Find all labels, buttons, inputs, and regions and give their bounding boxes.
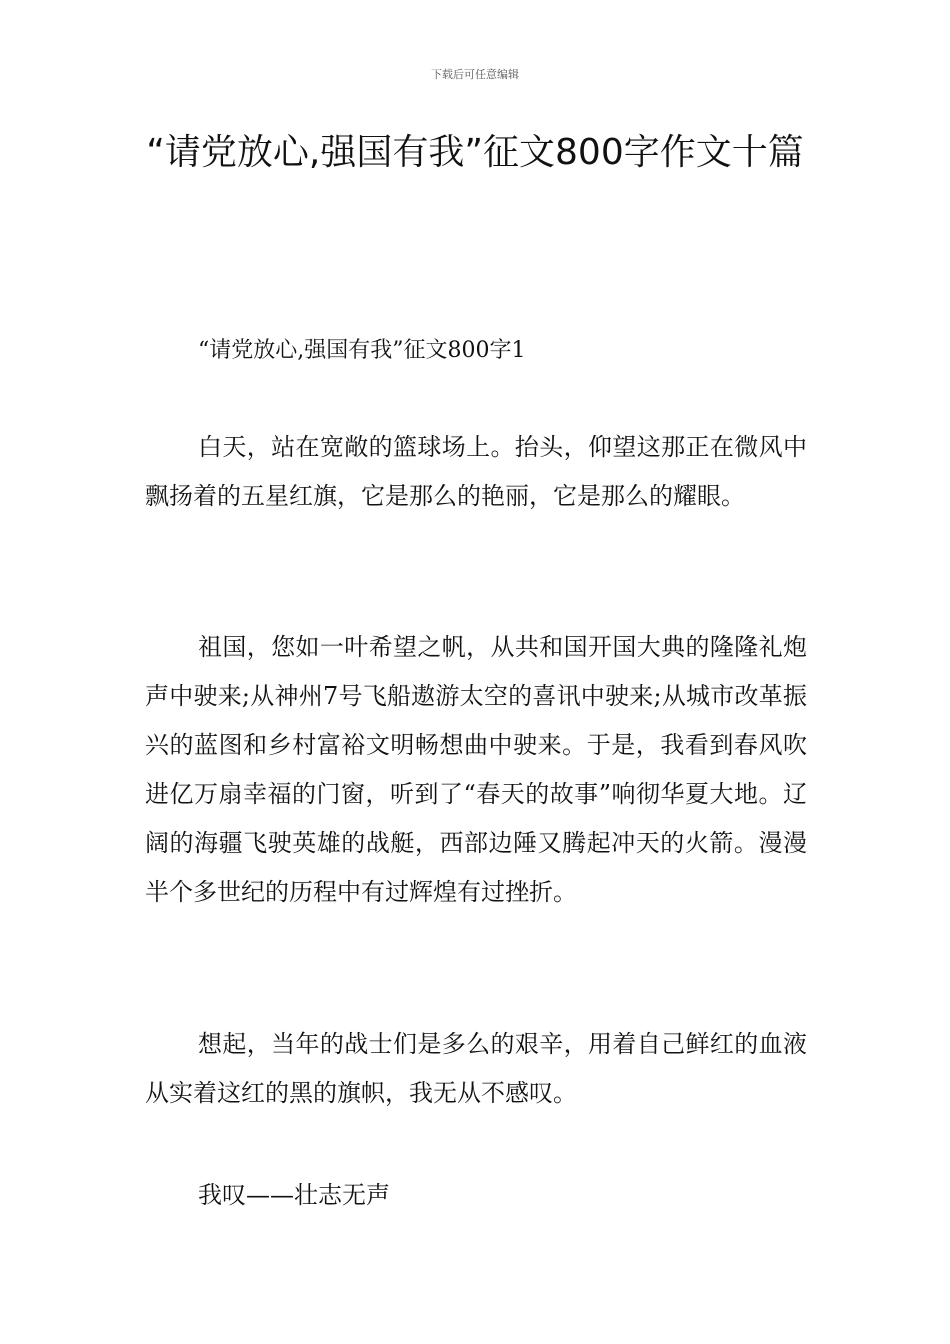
header-note: 下载后可任意编辑: [431, 68, 519, 81]
paragraph-4: 我叹——壮志无声: [198, 1181, 390, 1209]
paragraph-2: 祖国，您如一叶希望之帆，从共和国开国大典的隆隆礼炮声中驶来;从神州7号飞船遨游太空的喜讯中驶来;从城市改革振兴的蓝图和乡村富裕文明畅想曲中驶来。于是，我看到春风吹进亿万扇幸福的门窗，听到了“春天的故事”响彻华夏大地。辽阔的海疆飞驶英雄的战艇，西部边陲又腾起冲天的火箭。漫漫半个多世纪的历程中有过辉煌有过挫折。: [145, 633, 807, 906]
paragraph-1: 白天，站在宽敞的篮球场上。抬头，仰望这那正在微风中飘扬着的五星红旗，它是那么的艳丽，它是那么的耀眼。: [145, 433, 807, 510]
document-title: “请党放心,强国有我”征文800字作文十篇: [146, 132, 804, 173]
section-heading: “请党放心,强国有我”征文800字1: [198, 338, 526, 363]
paragraph-3: 想起，当年的战士们是多么的艰辛，用着自己鲜红的血液从实着这红的黑的旗帜，我无从不感叹。: [145, 1030, 807, 1107]
